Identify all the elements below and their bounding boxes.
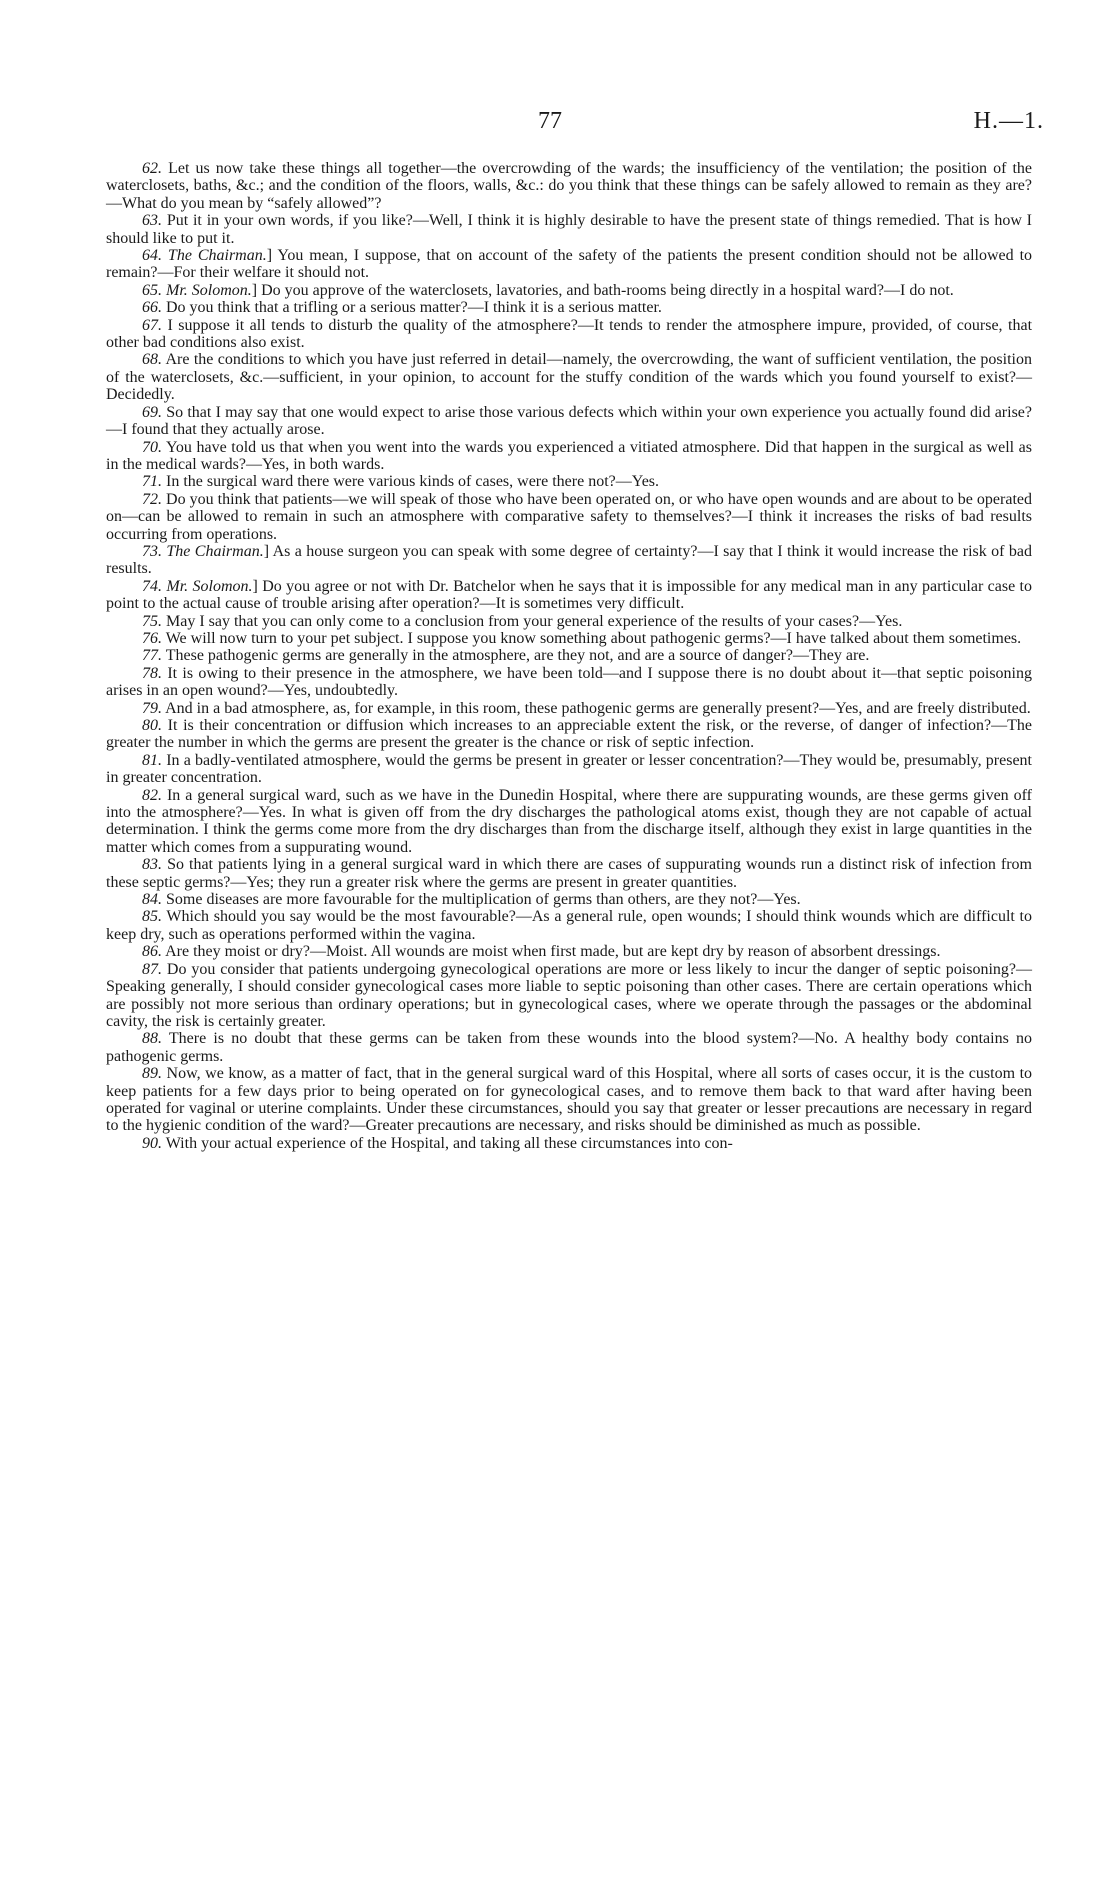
question-answer-text: It is owing to their presence in the atmosphere, we have been told—and I suppose there is no doubt about it—that septic poisoning arises in an open wound?—Yes, undoubtedly. <box>106 664 1032 700</box>
question-answer-text: There is no doubt that these germs can be taken from these wounds into the blood system?—No. A healthy body contains no pathogenic germs. <box>106 1030 1032 1065</box>
question-paragraph <box>106 943 1032 960</box>
question-answer-text: It is their concentration or diffusion which increases to an appreciable extent the risk, or the reverse, of danger of infection?—The greater the number in which the germs are present the greater is the chance or risk of septic infection. <box>106 717 1033 752</box>
question-number: 67. <box>142 316 162 334</box>
question-number: 76. <box>142 629 162 647</box>
question-answer-text: Do you approve of the waterclosets, lavatories, and bath-rooms being directly in a hospital ward?—I do not. <box>261 281 954 299</box>
question-paragraph <box>106 630 1032 647</box>
document-reference: H.—1. <box>973 108 1044 134</box>
question-number: 78. <box>142 664 162 682</box>
question-paragraph <box>106 212 1032 247</box>
question-paragraph <box>106 351 1032 403</box>
question-number: 81. <box>142 751 162 769</box>
question-number: 75. <box>142 612 162 630</box>
question-paragraph <box>106 613 1032 630</box>
question-paragraph <box>106 578 1032 613</box>
question-answer-text: Do you agree or not with Dr. Batchelor when he says that it is impossible for any medical man in any particular case to point to the actual cause of trouble arising after operation?—It is sometimes very difficult. <box>106 577 1032 613</box>
question-answer-text: In a general surgical ward, such as we have in the Dunedin Hospital, where there are suppurating wounds, are these germs given off into the atmosphere?—Yes. In what is given off from the dry discharges the pathological atoms exist, though they are not capable of actual determination. I think the germs come more from the dry discharges than from the discharge itself, although they exist in large quantities in the matter which comes from a suppurating wound. <box>106 786 1033 856</box>
question-answer-text: Some diseases are more favourable for the multiplication of germs than others, are they not?—Yes. <box>166 891 801 909</box>
question-number: 77. <box>142 647 162 665</box>
question-answer-text: You have told us that when you went into the wards you experienced a vitiated atmosphere. Did that happen in the surgical as well as in the medical wards?—Yes, in both wards. <box>106 438 1032 473</box>
question-paragraph <box>106 647 1032 664</box>
question-answer-text: With your actual experience of the Hospital, and taking all these circumstances into con- <box>165 1134 733 1152</box>
question-paragraph <box>106 1135 1032 1152</box>
question-paragraph <box>106 299 1032 316</box>
question-paragraph <box>106 473 1032 490</box>
question-answer-text: May I say that you can only come to a conclusion from your general experience of the results of your cases?—Yes. <box>166 612 903 630</box>
question-answer-text: Are they moist or dry?—Moist. All wounds are moist when first made, but are kept dry by reason of absorbent dressings. <box>165 943 941 961</box>
question-paragraph <box>106 491 1032 543</box>
question-number: 65. <box>142 281 162 299</box>
page-number: 77 <box>538 108 562 134</box>
speaker-bracket: ] <box>266 247 273 265</box>
question-number: 71. <box>142 473 162 491</box>
question-paragraph <box>106 665 1032 700</box>
question-answer-text: These pathogenic germs are generally in the atmosphere, are they not, and are a source of danger?—They are. <box>165 647 870 665</box>
question-paragraph <box>106 752 1032 787</box>
question-paragraph <box>106 247 1032 282</box>
question-number: 80. <box>142 717 162 734</box>
question-paragraph <box>106 1065 1032 1135</box>
speaker-name: The Chairman. <box>167 247 267 265</box>
question-paragraph <box>106 404 1032 439</box>
question-number: 90. <box>142 1134 162 1152</box>
question-number: 73. <box>142 542 162 560</box>
speaker-bracket: ] <box>251 281 258 299</box>
question-paragraph <box>106 543 1032 578</box>
question-number: 62. <box>142 160 162 177</box>
question-number: 66. <box>142 299 162 317</box>
question-paragraph <box>106 1030 1032 1065</box>
speaker-bracket: ] <box>263 542 270 560</box>
question-number: 85. <box>142 908 162 926</box>
question-answer-text: Do you consider that patients undergoing gynecological operations are more or less likely to incur the danger of septic poisoning?—Speaking generally, I should consider gynecological cases more liable to septic poisoning than other cases. There are certain operations which are possibly not more serious than ordinary operations; but in gynecological cases, where we operate through the passages or the abdominal cavity, the risk is certainly greater. <box>106 960 1032 1030</box>
question-number: 86. <box>142 943 162 961</box>
question-answer-text: Do you think that patients—we will speak of those who have been operated on, or who have open wounds and are about to be operated on—can be allowed to remain in such an atmosphere with comparative safety to themselves?—I think it increases the risks of bad results occurring from operations. <box>106 490 1033 543</box>
question-paragraph <box>106 160 1032 212</box>
question-number: 69. <box>142 403 162 421</box>
question-number: 64. <box>142 247 162 265</box>
question-answer-text: Now, we know, as a matter of fact, that in the general surgical ward of this Hospital, where all sorts of cases occur, it is the custom to keep patients for a few days prior to being operated on for gynecological cases, and to remove them back to that ward after having been operated for vaginal or uterine complaints. Under these circumstances, should you say that greater or lesser precautions are necessary in regard to the hygienic condition of the ward?—Greater precautions are necessary, and risks should be diminished as much as possible. <box>106 1065 1033 1135</box>
speaker-name: Mr. Solomon. <box>166 577 253 595</box>
question-number: 68. <box>142 351 162 369</box>
question-paragraph <box>106 787 1032 857</box>
question-paragraph <box>106 282 1032 299</box>
question-answer-text: Are the conditions to which you have just referred in detail—namely, the overcrowding, the want of sufficient ventilation, the position of the waterclosets, &c.—sufficient, in your opinion, to account for the stuffy condition of the wards which you found yourself to exist?—Decidedly. <box>106 351 1032 404</box>
question-answer-text: Do you think that a trifling or a serious matter?—I think it is a serious matter. <box>166 299 662 317</box>
question-number: 84. <box>142 891 162 909</box>
question-answer-text: As a house surgeon you can speak with some degree of certainty?—I say that I think it would increase the risk of bad results. <box>106 542 1033 578</box>
speaker-bracket: ] <box>252 577 258 595</box>
question-number: 70. <box>142 438 162 456</box>
page-header <box>0 108 1114 142</box>
question-paragraph <box>106 717 1032 752</box>
question-answer-text: So that patients lying in a general surgical ward in which there are cases of suppurating wounds run a distinct risk of infection from these septic germs?—Yes; they run a greater risk where the germs are present in greater quantities. <box>106 856 1033 891</box>
question-number: 72. <box>142 490 162 508</box>
question-number: 63. <box>142 212 162 230</box>
question-paragraph <box>106 891 1032 908</box>
question-paragraph <box>106 439 1032 474</box>
question-answer-text: In a badly-ventilated atmosphere, would the germs be present in greater or lesser concentration?—They would be, presumably, present in greater concentration. <box>106 751 1032 787</box>
question-paragraph <box>106 908 1032 943</box>
question-number: 83. <box>142 856 162 874</box>
speaker-name: Mr. Solomon. <box>166 281 252 299</box>
question-paragraph <box>106 856 1032 891</box>
question-answer-text: And in a bad atmosphere, as, for example, in this room, these pathogenic germs are generally present?—Yes, and are freely distributed. <box>165 699 1031 717</box>
question-answer-text: We will now turn to your pet subject. I suppose you know something about pathogenic germs?—I have talked about them sometimes. <box>165 629 1022 647</box>
question-number: 88. <box>142 1030 162 1048</box>
question-answer-text: Which should you say would be the most favourable?—As a general rule, open wounds; I should think wounds which are difficult to keep dry, such as operations performed within the vagina. <box>106 908 1032 943</box>
question-answer-text: In the surgical ward there were various kinds of cases, were there not?—Yes. <box>166 473 660 491</box>
question-paragraph <box>106 961 1032 1031</box>
speaker-name: The Chairman. <box>166 542 264 560</box>
question-number: 74. <box>142 577 162 595</box>
question-number: 82. <box>142 786 162 804</box>
question-answer-text: I suppose it all tends to disturb the quality of the atmosphere?—It tends to render the atmosphere impure, provided, of course, that other bad conditions also exist. <box>106 316 1033 352</box>
question-paragraph <box>106 317 1032 352</box>
question-answer-text: So that I may say that one would expect to arise those various defects which within your own experience you actually found did arise?—I found that they actually arose. <box>106 403 1033 439</box>
question-paragraph <box>106 700 1032 717</box>
question-number: 87. <box>142 960 162 978</box>
question-number: 79. <box>142 699 162 717</box>
question-answer-text: Put it in your own words, if you like?—Well, I think it is highly desirable to have the present state of things remedied. That is how I should like to put it. <box>106 212 1033 247</box>
question-number: 89. <box>142 1065 162 1083</box>
question-answer-text: You mean, I suppose, that on account of the safety of the patients the present condition should not be allowed to remain?—For their welfare it should not. <box>106 247 1033 282</box>
testimony-body <box>106 160 1032 1152</box>
question-answer-text: Let us now take these things all together—the overcrowding of the wards; the insufficiency of the ventilation; the position of the waterclosets, baths, &c.; and the condition of the floors, walls, &c.: do you think that these things can be safely allowed to remain as they are?—What do you mean by “safely allowed”? <box>106 160 1033 212</box>
